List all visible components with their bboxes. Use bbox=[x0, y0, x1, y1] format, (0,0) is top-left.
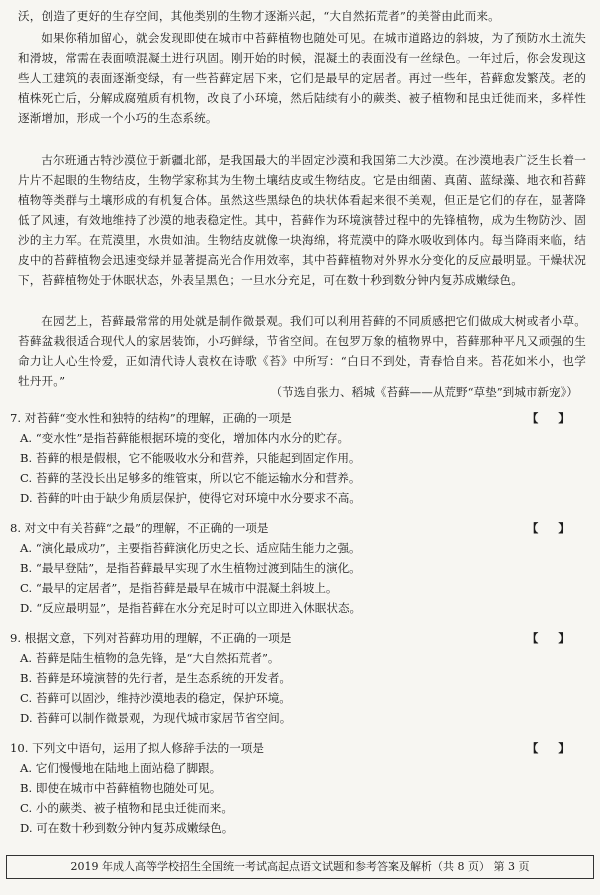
passage-paragraph-2: 如果你稍加留心，就会发现即使在城市中苔藓植物也随处可见。在城市道路边的斜坡，为了预防水土流失和滑坡，常需在表面喷混凝土进行巩固。刚开始的时候，混凝土的表面没有一丝绿色。一年过后，你会发现这些人工建筑的表面逐渐变绿，有一些苔藓定居下来，它们是最早的定居者。再过一些年，苔藓愈发繁茂。老的植株死亡后，分解成腐殖质有机物，改良了小环境，然后陆续有小的蕨类、被子植物和昆虫迁徙而来，多样性逐渐增加，形成一个小巧的生态系统。 bbox=[18, 31, 586, 125]
answer-bracket: 【 】 bbox=[526, 741, 578, 755]
question-stem: 10. 下列文中语句，运用了拟人修辞手法的一项是 bbox=[10, 741, 264, 755]
option-b: B. 即使在城市中苔藓植物也随处可见。 bbox=[20, 781, 222, 795]
passage-paragraph-1: 沃，创造了更好的生存空间，其他类别的生物才逐渐兴起，“大自然拓荒者”的美誉由此而来。 bbox=[18, 9, 500, 23]
page-footer: 2019 年成人高等学校招生全国统一考试高起点语文试题和参考答案及解析（共 8 页） 第 3 页 bbox=[6, 855, 594, 879]
question-stem: 7. 对苔藓“变水性和独特的结构”的理解，正确的一项是 bbox=[10, 411, 292, 425]
option-c: C. 苔藓可以固沙，维持沙漠地表的稳定，保护环境。 bbox=[20, 691, 291, 705]
option-b: B. 苔藓是环境演替的先行者，是生态系统的开发者。 bbox=[20, 671, 291, 685]
option-b: B. 苔藓的根是假根，它不能吸收水分和营养，只能起到固定作用。 bbox=[20, 451, 361, 465]
option-c: C. 小的蕨类、被子植物和昆虫迁徙而来。 bbox=[20, 801, 233, 815]
question-9 bbox=[10, 628, 586, 728]
option-c: C. “最早的定居者”，是指苔藓是最早在城市中混凝土斜坡上。 bbox=[20, 581, 338, 595]
answer-bracket: 【 】 bbox=[526, 521, 578, 535]
option-b: B. “最早登陆”，是指苔藓最早实现了水生植物过渡到陆生的演化。 bbox=[20, 561, 361, 575]
option-a: A. 苔藓是陆生植物的急先锋，是“大自然拓荒者”。 bbox=[20, 651, 280, 665]
passage-paragraph-3: 古尔班通古特沙漠位于新疆北部，是我国最大的半固定沙漠和我国第二大沙漠。在沙漠地表广泛生长着一片片不起眼的生物结皮，生物学家称其为生物土壤结皮或生物结皮。它是由细菌、真菌、蓝绿藻、地衣和苔藓植物等类群与土壤形成的有机复合体。虽然这些黑绿色的块状体看起来很不美观，但正是它们的存在，显著降低了风速，有效地维持了沙漠的地表稳定性。其中，苔藓作为环境演替过程中的先锋植物，成为生物防沙、固沙的主力军。在荒漠里，水贵如油。生物结皮就像一块海绵，将荒漠中的降水吸收到体内。每当降雨来临，结皮中的苔藓植物会迅速变绿并显著提高光合作用效率，其中苔藓植物对外界水分变化的反应最明显。干燥状况下，苔藓植物处于休眠状态，外表呈黑色；一旦水分充足，可在数十秒到数分钟内复苏成嫩绿色。 bbox=[18, 153, 586, 287]
option-d: D. 可在数十秒到数分钟内复苏成嫩绿色。 bbox=[20, 821, 234, 835]
passage-paragraph-4: 在园艺上，苔藓最常常的用处就是制作微景观。我们可以利用苔藓的不同质感把它们做成大树或者小草。苔藓盆栽很适合现代人的家居装饰，小巧鲜绿，节省空间。在包罗万象的植物界中，苔藓那种平凡又顽强的生命力让人心生怜爱，正如清代诗人袁枚在诗歌《苔》中所写：“白日不到处，青春恰自来。苔花如米小，也学牡丹开。” bbox=[18, 314, 586, 388]
question-stem: 8. 对文中有关苔藓“之最”的理解，不正确的一项是 bbox=[10, 521, 269, 535]
option-d: D. “反应最明显”，是指苔藓在水分充足时可以立即进入休眠状态。 bbox=[20, 601, 362, 615]
option-a: A. 它们慢慢地在陆地上面站稳了脚跟。 bbox=[20, 761, 222, 775]
answer-bracket: 【 】 bbox=[526, 411, 578, 425]
question-10 bbox=[10, 738, 586, 838]
question-stem: 9. 根据文意，下列对苔藓功用的理解，不正确的一项是 bbox=[10, 631, 292, 645]
option-d: D. 苔藓的叶由于缺少角质层保护，使得它对环境中水分要求不高。 bbox=[20, 491, 361, 505]
option-a: A. “演化最成功”，主要指苔藓演化历史之长、适应陆生能力之强。 bbox=[20, 541, 361, 555]
passage-source: （节选自张力、稻城《苔藓——从荒野“草垫”到城市新宠》） bbox=[270, 385, 578, 399]
question-8 bbox=[10, 518, 586, 618]
question-7 bbox=[10, 408, 586, 508]
answer-bracket: 【 】 bbox=[526, 631, 578, 645]
option-d: D. 苔藓可以制作微景观，为现代城市家居节省空间。 bbox=[20, 711, 292, 725]
option-a: A. “变水性”是指苔藓能根据环境的变化，增加体内水分的贮存。 bbox=[20, 431, 350, 445]
option-c: C. 苔藓的茎没长出足够多的维管束，所以它不能运输水分和营养。 bbox=[20, 471, 361, 485]
